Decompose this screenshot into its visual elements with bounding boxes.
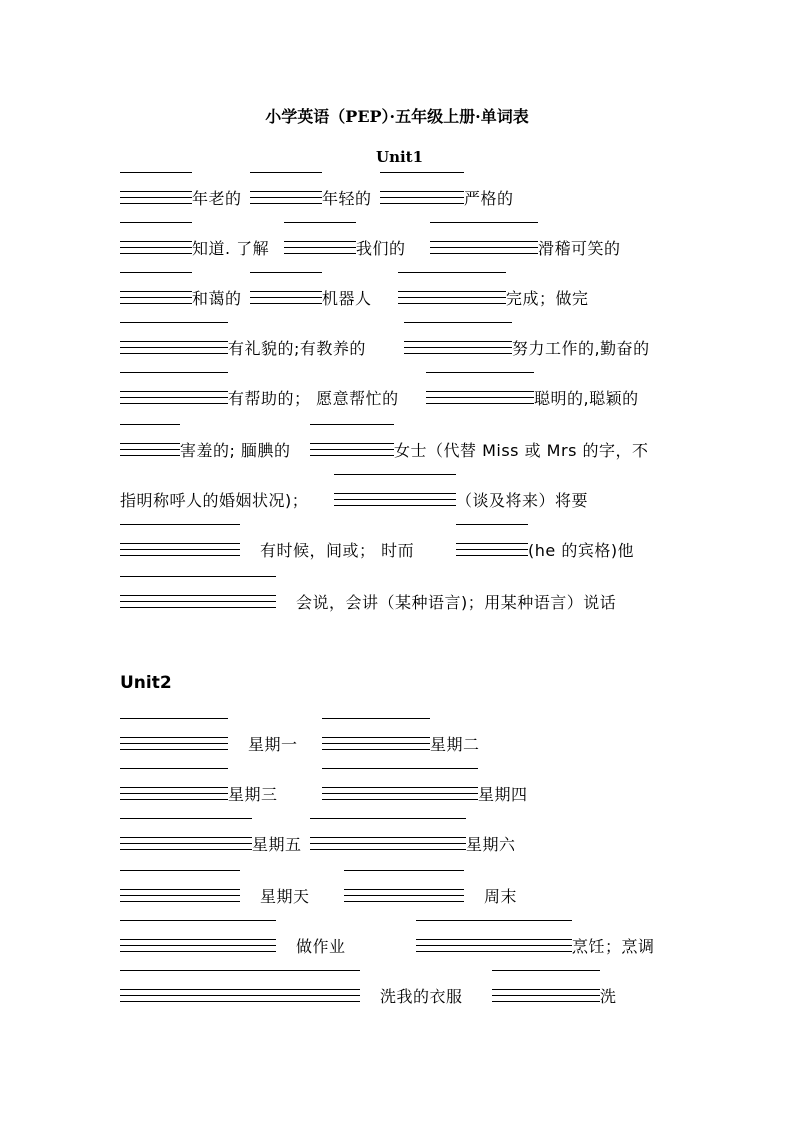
word-meaning: 星期三 (228, 785, 278, 804)
answer-blank[interactable] (120, 172, 192, 206)
answer-blank[interactable] (416, 920, 572, 954)
word-meaning: 有帮助的； 愿意帮忙的 (228, 389, 399, 408)
word-meaning: (he 的宾格)他 (528, 541, 635, 560)
word-meaning: 做作业 (296, 937, 346, 956)
answer-blank[interactable] (250, 272, 322, 306)
word-meaning: 聪明的,聪颖的 (534, 389, 639, 408)
word-meaning: 年轻的 (322, 189, 372, 208)
word-meaning: 星期天 (260, 887, 310, 906)
answer-blank[interactable] (120, 870, 240, 904)
answer-blank[interactable] (310, 818, 466, 852)
answer-blank[interactable] (120, 920, 276, 954)
word-meaning: 知道. 了解 (192, 239, 270, 258)
word-meaning: 有礼貌的;有教养的 (228, 339, 366, 358)
answer-blank[interactable] (430, 222, 538, 256)
word-meaning: 有时候，间或； 时而 (260, 541, 415, 560)
answer-blank[interactable] (284, 222, 356, 256)
answer-blank[interactable] (120, 222, 192, 256)
word-meaning: 星期二 (430, 735, 480, 754)
answer-blank[interactable] (120, 372, 228, 406)
answer-blank[interactable] (120, 768, 228, 802)
answer-blank[interactable] (322, 718, 430, 752)
answer-blank[interactable] (120, 272, 192, 306)
answer-blank[interactable] (120, 576, 276, 610)
word-meaning: 和蔼的 (192, 289, 242, 308)
word-meaning: 严格的 (464, 189, 514, 208)
word-meaning: 指明称呼人的婚姻状况)； (120, 491, 309, 510)
unit2-heading: Unit2 (120, 673, 172, 693)
answer-blank[interactable] (492, 970, 600, 1004)
word-meaning: 努力工作的,勤奋的 (512, 339, 650, 358)
word-meaning: 星期六 (466, 835, 516, 854)
word-meaning: 洗 (600, 987, 617, 1006)
word-meaning: （谈及将来）将要 (456, 491, 589, 510)
answer-blank[interactable] (120, 424, 180, 458)
word-meaning: 我们的 (356, 239, 406, 258)
answer-blank[interactable] (456, 524, 528, 558)
word-meaning: 星期一 (248, 735, 298, 754)
answer-blank[interactable] (250, 172, 322, 206)
answer-blank[interactable] (334, 474, 456, 508)
word-meaning: 害羞的; 腼腆的 (180, 441, 291, 460)
answer-blank[interactable] (404, 322, 512, 356)
word-meaning: 完成；做完 (506, 289, 589, 308)
answer-blank[interactable] (322, 768, 478, 802)
word-meaning: 机器人 (322, 289, 372, 308)
word-meaning: 滑稽可笑的 (538, 239, 621, 258)
word-meaning: 星期四 (478, 785, 528, 804)
word-meaning: 女士（代替 Miss 或 Mrs 的字，不 (394, 441, 649, 460)
answer-blank[interactable] (120, 970, 360, 1004)
answer-blank[interactable] (120, 718, 228, 752)
answer-blank[interactable] (120, 524, 240, 558)
word-meaning: 周末 (484, 887, 518, 906)
word-meaning: 会说，会讲（某种语言)；用某种语言）说话 (296, 593, 617, 612)
word-meaning: 洗我的衣服 (380, 987, 463, 1006)
answer-blank[interactable] (398, 272, 506, 306)
word-meaning: 星期五 (252, 835, 302, 854)
page-title: 小学英语（PEP）·五年级上册·单词表 (265, 107, 529, 126)
answer-blank[interactable] (380, 172, 464, 206)
answer-blank[interactable] (120, 818, 252, 852)
answer-blank[interactable] (310, 424, 394, 458)
answer-blank[interactable] (426, 372, 534, 406)
unit1-heading: Unit1 (376, 148, 424, 166)
word-meaning: 年老的 (192, 189, 242, 208)
answer-blank[interactable] (120, 322, 228, 356)
answer-blank[interactable] (344, 870, 464, 904)
word-meaning: 烹饪；烹调 (572, 937, 655, 956)
